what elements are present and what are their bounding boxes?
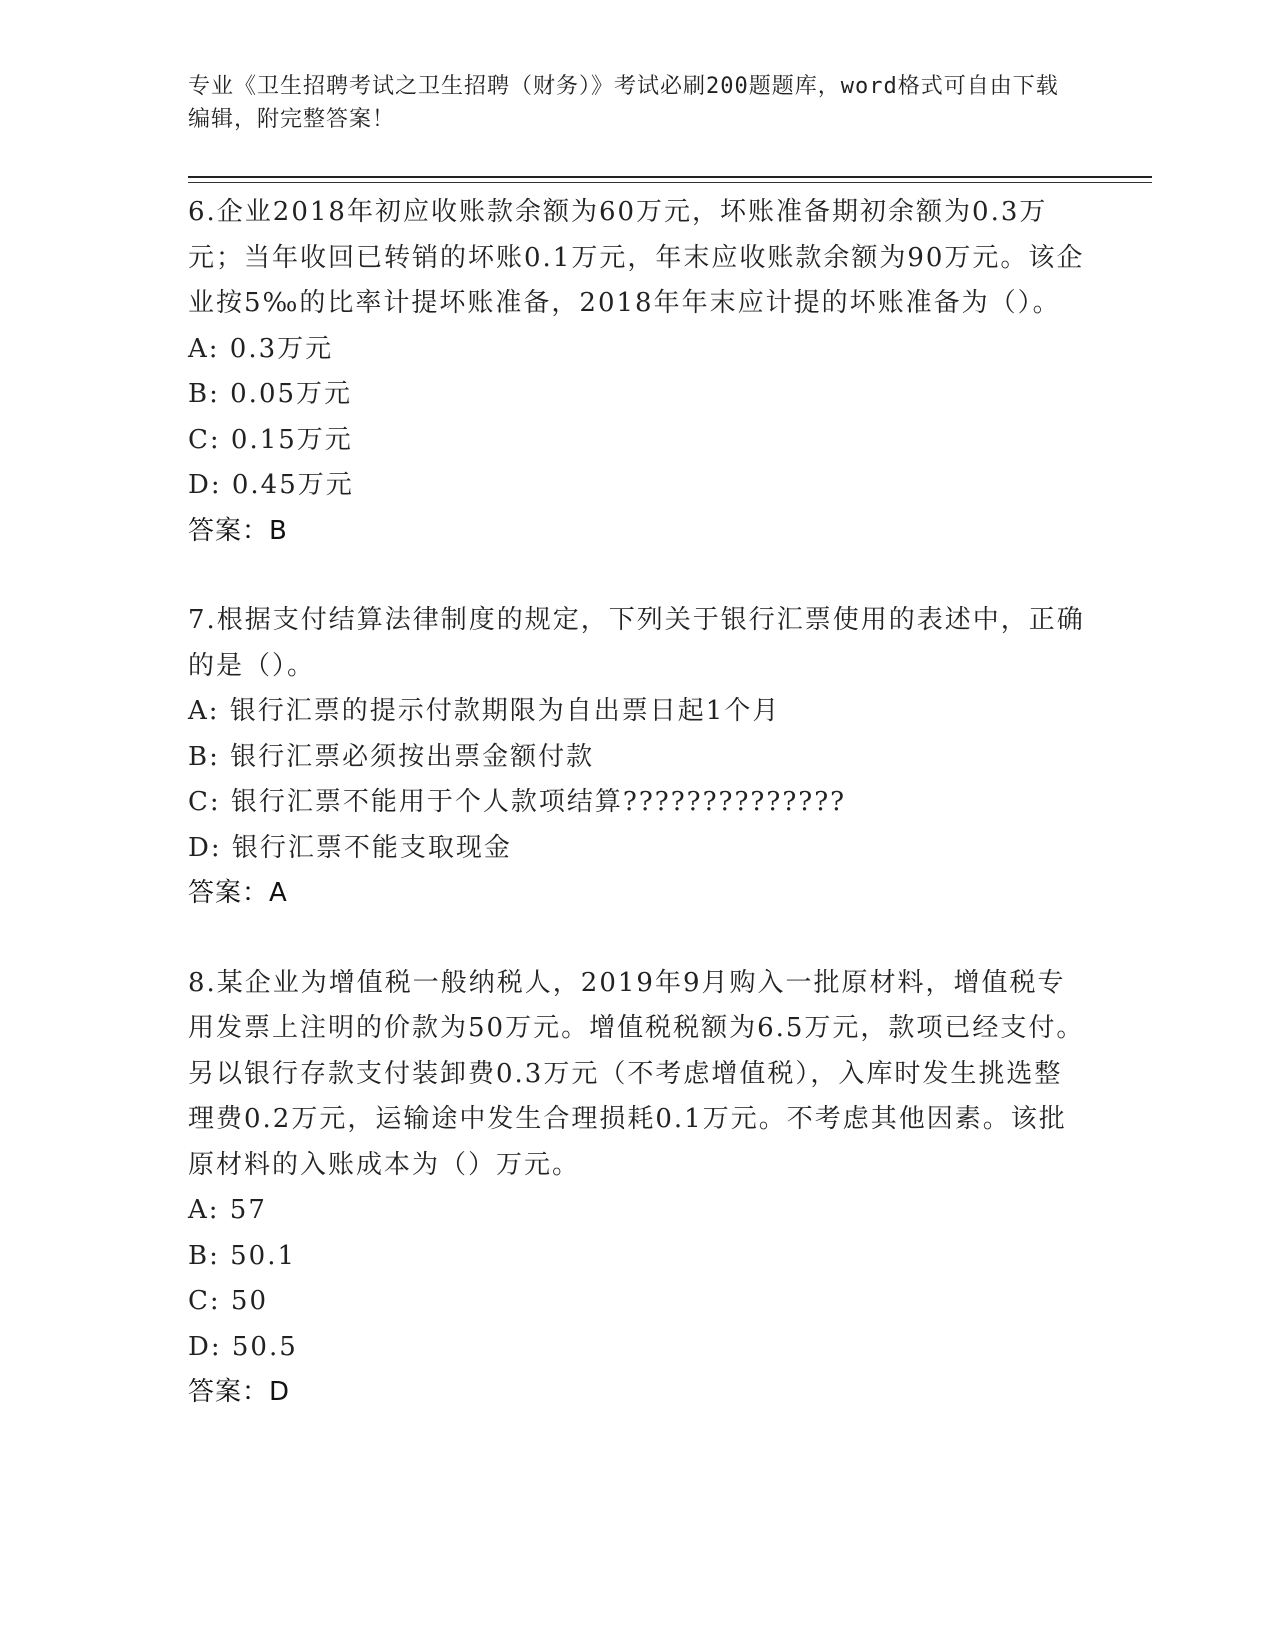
answer-line: 答案：D bbox=[188, 1377, 291, 1407]
option-b: B: 50.1 bbox=[188, 1240, 297, 1271]
option-a: A: 0.3万元 bbox=[188, 333, 334, 364]
option-a: A: 银行汇票的提示付款期限为自出票日起1个月 bbox=[188, 696, 781, 726]
option-d: D: 50.5 bbox=[188, 1331, 298, 1362]
header-divider-thin bbox=[188, 182, 1152, 183]
question-7 bbox=[188, 598, 1088, 917]
option-c: C: 银行汇票不能用于个人款项结算?????????????? bbox=[188, 787, 847, 817]
option-b: B: 0.05万元 bbox=[188, 379, 353, 409]
option-d: D: 0.45万元 bbox=[188, 470, 354, 500]
question-8 bbox=[188, 961, 1088, 1416]
question-6 bbox=[188, 190, 1088, 554]
answer-line: 答案：A bbox=[188, 878, 288, 908]
option-c: C: 0.15万元 bbox=[188, 424, 353, 455]
option-c: C: 50 bbox=[188, 1286, 269, 1316]
option-b: B: 银行汇票必须按出票金额付款 bbox=[188, 741, 595, 772]
question-stem: 8.某企业为增值税一般纳税人，2019年9月购入一批原材料，增值税专用发票上注明的价款为50万元。增值税税额为6.5万元，款项已经支付。另以银行存款支付装卸费0.3万元（不考虑增值税），入库时发生挑选整理费0.2万元，运输途中发生合理损耗0.1万元。不考虑其他因素。该批原材料的入账成本为（）万元。 bbox=[188, 967, 1085, 1180]
question-stem: 7.根据支付结算法律制度的规定，下列关于银行汇票使用的表述中，正确的是（）。 bbox=[188, 605, 1085, 681]
question-list bbox=[188, 190, 1088, 1460]
answer-line: 答案：B bbox=[188, 515, 288, 546]
header-divider-thick bbox=[188, 176, 1152, 178]
document-header: 专业《卫生招聘考试之卫生招聘（财务）》考试必刷200题题库，word格式可自由下载编辑，附完整答案！ bbox=[188, 74, 1059, 132]
question-stem: 6.企业2018年初应收账款余额为60万元，坏账准备期初余额为0.3万元；当年收回已转销的坏账0.1万元，年末应收账款余额为90万元。该企业按5‰的比率计提坏账准备，2018年年末应计提的坏账准备为（）。 bbox=[188, 197, 1085, 318]
option-d: D: 银行汇票不能支取现金 bbox=[188, 832, 512, 863]
option-a: A: 57 bbox=[188, 1195, 267, 1225]
